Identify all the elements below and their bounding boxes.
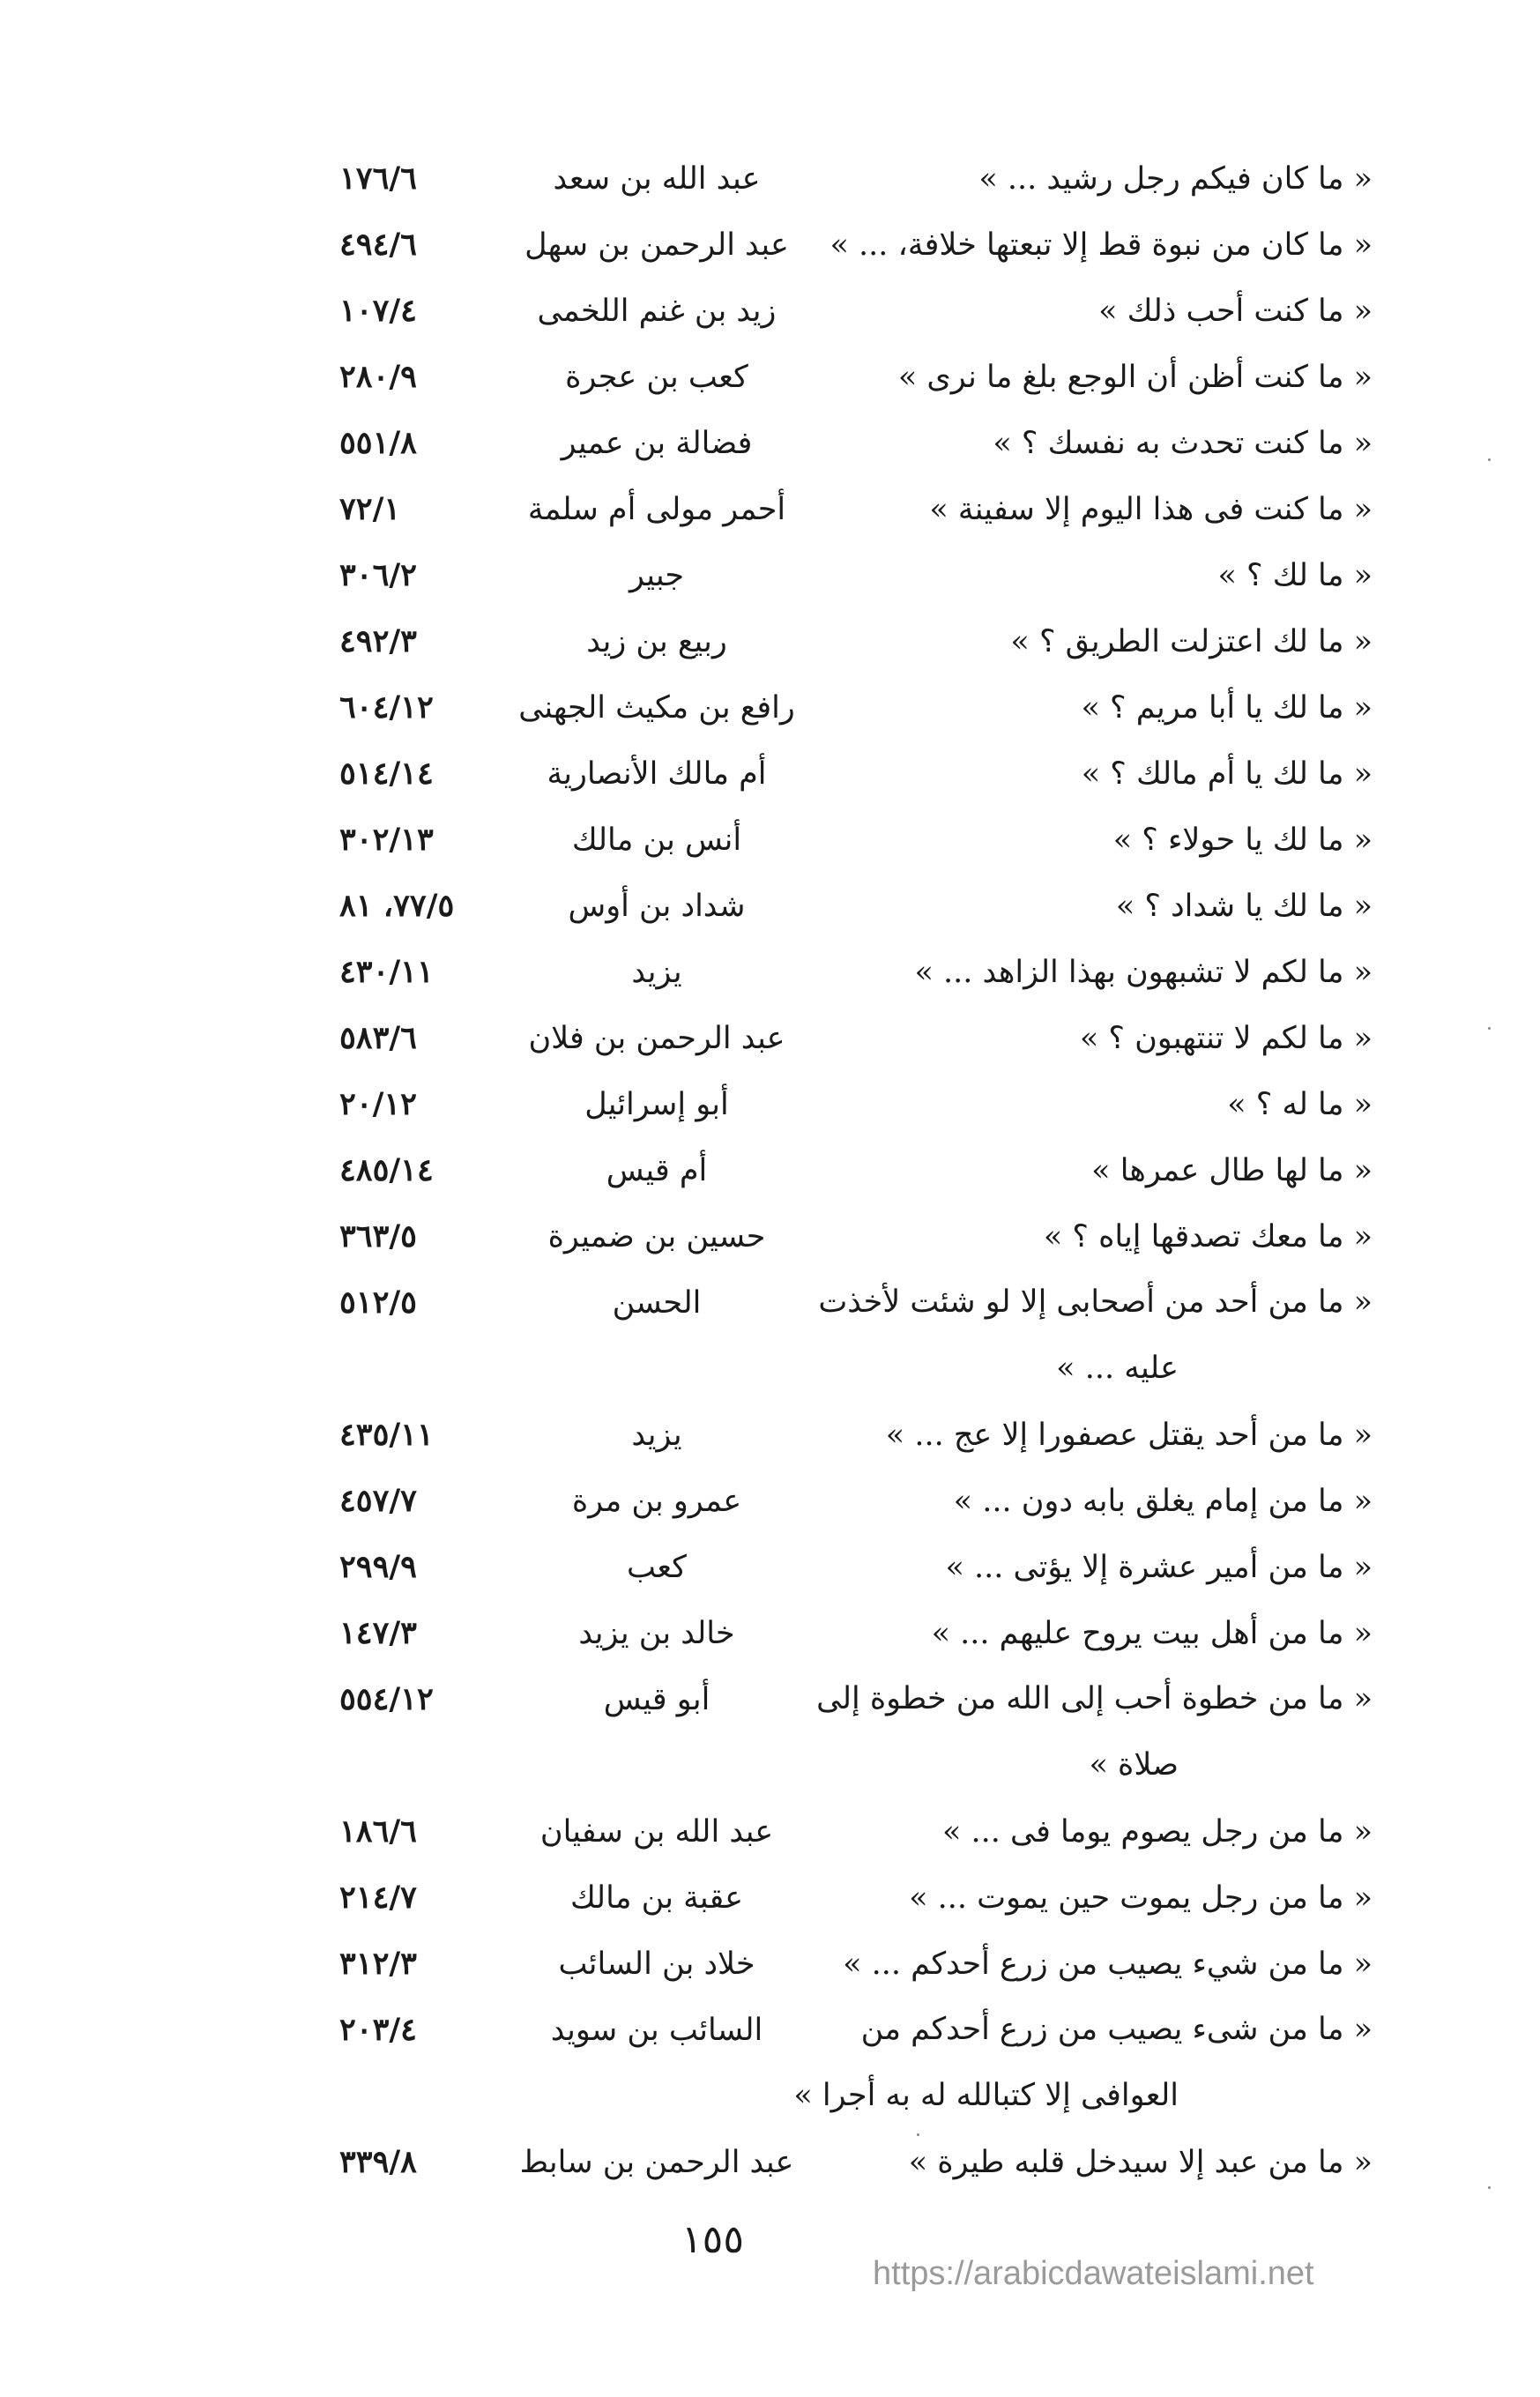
entry-narrator: الحسن <box>612 1285 702 1321</box>
entry-quote-line: « ما من عبد إلا سيدخل قلبه طيرة » <box>908 2145 1373 2180</box>
watermark-url: https://arabicdawateislami.net <box>873 2255 1314 2292</box>
entry-quote-line: « ما كنت فى هذا اليوم إلا سفينة » <box>929 492 1373 527</box>
index-entry <box>0 1534 1540 1600</box>
entry-reference: ٢٨٠/٩ <box>339 359 417 395</box>
index-entry <box>0 608 1540 674</box>
entry-quote-continuation: العوافى إلا كتبالله له به أجرا » <box>793 2078 1179 2113</box>
entry-narrator: أبو إسرائيل <box>584 1087 729 1122</box>
index-entry <box>0 1071 1540 1137</box>
index-entry <box>0 1005 1540 1071</box>
entry-reference: ٣٦٣/٥ <box>339 1218 417 1254</box>
entry-reference: ٤٣٠/١١ <box>339 954 434 990</box>
entry-reference: ٣٠٦/٢ <box>339 557 417 593</box>
entry-reference: ٣٣٩/٨ <box>339 2144 417 2180</box>
entry-narrator: خالد بن يزيد <box>578 1616 735 1651</box>
entry-quote-line: « ما من إمام يغلق بابه دون ... » <box>953 1484 1373 1519</box>
entry-quote-line: « ما لك ؟ » <box>1217 558 1373 593</box>
entry-narrator: يزيد <box>631 1418 682 1453</box>
index-entry <box>0 1468 1540 1534</box>
entry-reference: ٣١٢/٣ <box>339 1946 417 1982</box>
entry-narrator: السائب بن سويد <box>550 2013 763 2048</box>
index-entry <box>0 1798 1540 1865</box>
entry-narrator: عمرو بن مرة <box>571 1484 742 1519</box>
entry-narrator: خلاد بن السائب <box>558 1947 755 1982</box>
entry-quote-line: « ما كنت أظن أن الوجع بلغ ما نرى » <box>897 360 1373 395</box>
entry-narrator: عبد الله بن سفيان <box>539 1814 774 1850</box>
entry-quote-line: « ما من شىء يصيب من زرع أحدكم من <box>860 2012 1373 2047</box>
entry-reference: ١٠٧/٤ <box>339 293 417 329</box>
entry-narrator: أم قيس <box>606 1153 708 1188</box>
entry-quote-line: « ما لها طال عمرها » <box>1091 1153 1373 1188</box>
entry-narrator: أنس بن مالك <box>571 823 742 858</box>
entry-reference: ٥٨٣/٦ <box>339 1020 417 1056</box>
entry-quote-line: « ما كنت أحب ذلك » <box>1098 294 1373 329</box>
index-entry <box>0 1865 1540 1931</box>
entry-quote-line: « ما من شيء يصيب من زرع أحدكم ... » <box>843 1947 1373 1982</box>
entry-narrator: أبو قيس <box>603 1682 710 1717</box>
entry-narrator: رافع بن مكيث الجهنى <box>518 690 795 726</box>
index-entry <box>0 873 1540 939</box>
index-entry <box>0 212 1540 278</box>
entry-narrator: كعب <box>627 1550 687 1585</box>
entry-narrator: كعب بن عجرة <box>565 360 748 395</box>
index-entry <box>0 1203 1540 1269</box>
entry-quote-line: « ما له ؟ » <box>1227 1087 1373 1122</box>
entry-reference: ٥٥٤/١٢ <box>339 1681 434 1717</box>
entry-quote-line: « ما كنت تحدث به نفسك ؟ » <box>993 426 1373 461</box>
entry-reference: ١٨٦/٦ <box>339 1813 417 1850</box>
entry-quote-line: « ما من أحد من أصحابى إلا لو شئت لأخذت <box>818 1284 1373 1320</box>
index-entry <box>0 410 1540 476</box>
entry-reference: ٧٧/٥، ٨١ <box>339 888 455 924</box>
entry-narrator: ربيع بن زيد <box>586 624 727 659</box>
index-entry <box>0 1402 1540 1468</box>
speck <box>1488 458 1491 461</box>
index-entry <box>0 741 1540 807</box>
entry-narrator: عبد الرحمن بن سهل <box>524 227 789 263</box>
entry-narrator: أم مالك الأنصارية <box>547 756 767 792</box>
entry-reference: ٢٠/١٢ <box>339 1086 417 1122</box>
speck <box>917 2133 919 2136</box>
entry-quote-line: « ما لك يا أم مالك ؟ » <box>1081 756 1373 792</box>
entry-reference: ٥٥١/٨ <box>339 425 417 461</box>
entry-reference: ٤٣٥/١١ <box>339 1417 434 1453</box>
index-entry <box>0 674 1540 741</box>
entry-quote-line: « ما من رجل يموت حين يموت ... » <box>909 1880 1373 1916</box>
index-entry <box>0 1931 1540 1997</box>
index-entry <box>0 1269 1540 1402</box>
entry-reference: ٥١٢/٥ <box>339 1284 417 1321</box>
entry-quote-line: « ما لك يا أبا مريم ؟ » <box>1081 690 1373 726</box>
entry-reference: ٤٨٥/١٤ <box>339 1152 434 1188</box>
entry-reference: ١٧٦/٦ <box>339 160 417 197</box>
index-entry <box>0 807 1540 873</box>
entry-reference: ٤٥٧/٧ <box>339 1483 417 1519</box>
entry-reference: ٦٠٤/١٢ <box>339 689 434 726</box>
index-entry <box>0 542 1540 608</box>
entry-quote-line: « ما من أهل بيت يروح عليهم ... » <box>931 1616 1373 1651</box>
entry-reference: ٢٩٩/٩ <box>339 1549 417 1585</box>
entry-reference: ٢١٤/٧ <box>339 1880 417 1916</box>
entry-narrator: عبد الله بن سعد <box>553 161 761 197</box>
index-entry <box>0 1137 1540 1203</box>
index-entry <box>0 2129 1540 2195</box>
entry-narrator: فضالة بن عمير <box>561 426 753 461</box>
entry-quote-line: « ما لكم لا تشبهون بهذا الزاهد ... » <box>914 955 1373 990</box>
page-number: ١٥٥ <box>681 2217 744 2262</box>
entry-quote-line: « ما لك يا حولاء ؟ » <box>1112 823 1373 858</box>
entry-reference: ٤٩٤/٦ <box>339 227 417 263</box>
entry-quote-continuation: عليه ... » <box>1056 1351 1179 1386</box>
index-list <box>0 145 1540 2195</box>
entry-narrator: جبير <box>629 558 685 593</box>
speck <box>1488 1027 1491 1030</box>
entry-quote-line: « ما معك تصدقها إياه ؟ » <box>1043 1219 1373 1254</box>
index-entry <box>0 1997 1540 2129</box>
index-entry <box>0 1666 1540 1798</box>
speck <box>1488 2186 1491 2189</box>
entry-reference: ٣٠٢/١٣ <box>339 822 434 858</box>
entry-narrator: عقبة بن مالك <box>569 1880 744 1916</box>
entry-reference: ٢٠٣/٤ <box>339 2012 417 2048</box>
entry-quote-line: « ما من أمير عشرة إلا يؤتى ... » <box>945 1550 1373 1585</box>
index-entry <box>0 939 1540 1005</box>
entry-quote-line: « ما كان فيكم رجل رشيد ... » <box>978 161 1373 197</box>
index-entry <box>0 344 1540 410</box>
entry-quote-line: « ما من أحد يقتل عصفورا إلا عج ... » <box>885 1418 1373 1453</box>
entry-quote-line: « ما لكم لا تنتهبون ؟ » <box>1079 1021 1373 1056</box>
entry-quote-line: « ما لك اعتزلت الطريق ؟ » <box>1010 624 1373 659</box>
entry-narrator: يزيد <box>631 955 682 990</box>
entry-reference: ٥١٤/١٤ <box>339 756 434 792</box>
index-entry <box>0 145 1540 212</box>
entry-narrator: شداد بن أوس <box>568 889 746 924</box>
entry-narrator: زيد بن غنم اللخمى <box>537 294 777 329</box>
entry-narrator: عبد الرحمن بن سابط <box>519 2145 794 2180</box>
entry-reference: ٤٩٢/٣ <box>339 623 417 659</box>
entry-quote-line: « ما من رجل يصوم يوما فى ... » <box>941 1814 1373 1850</box>
entry-narrator: حسين بن ضميرة <box>547 1219 766 1254</box>
entry-narrator: عبد الرحمن بن فلان <box>528 1021 785 1056</box>
index-entry <box>0 476 1540 542</box>
entry-narrator: أحمر مولى أم سلمة <box>527 492 786 527</box>
entry-quote-line: « ما من خطوة أحب إلى الله من خطوة إلى <box>816 1681 1373 1716</box>
index-entry <box>0 1600 1540 1666</box>
entry-reference: ١٤٧/٣ <box>339 1615 417 1651</box>
entry-quote-line: « ما كان من نبوة قط إلا تبعتها خلافة، ... » <box>830 227 1373 263</box>
index-entry <box>0 278 1540 344</box>
entry-reference: ٧٢/١ <box>339 491 401 527</box>
entry-quote-line: « ما لك يا شداد ؟ » <box>1115 889 1373 924</box>
entry-quote-continuation: صلاة » <box>1089 1747 1179 1783</box>
